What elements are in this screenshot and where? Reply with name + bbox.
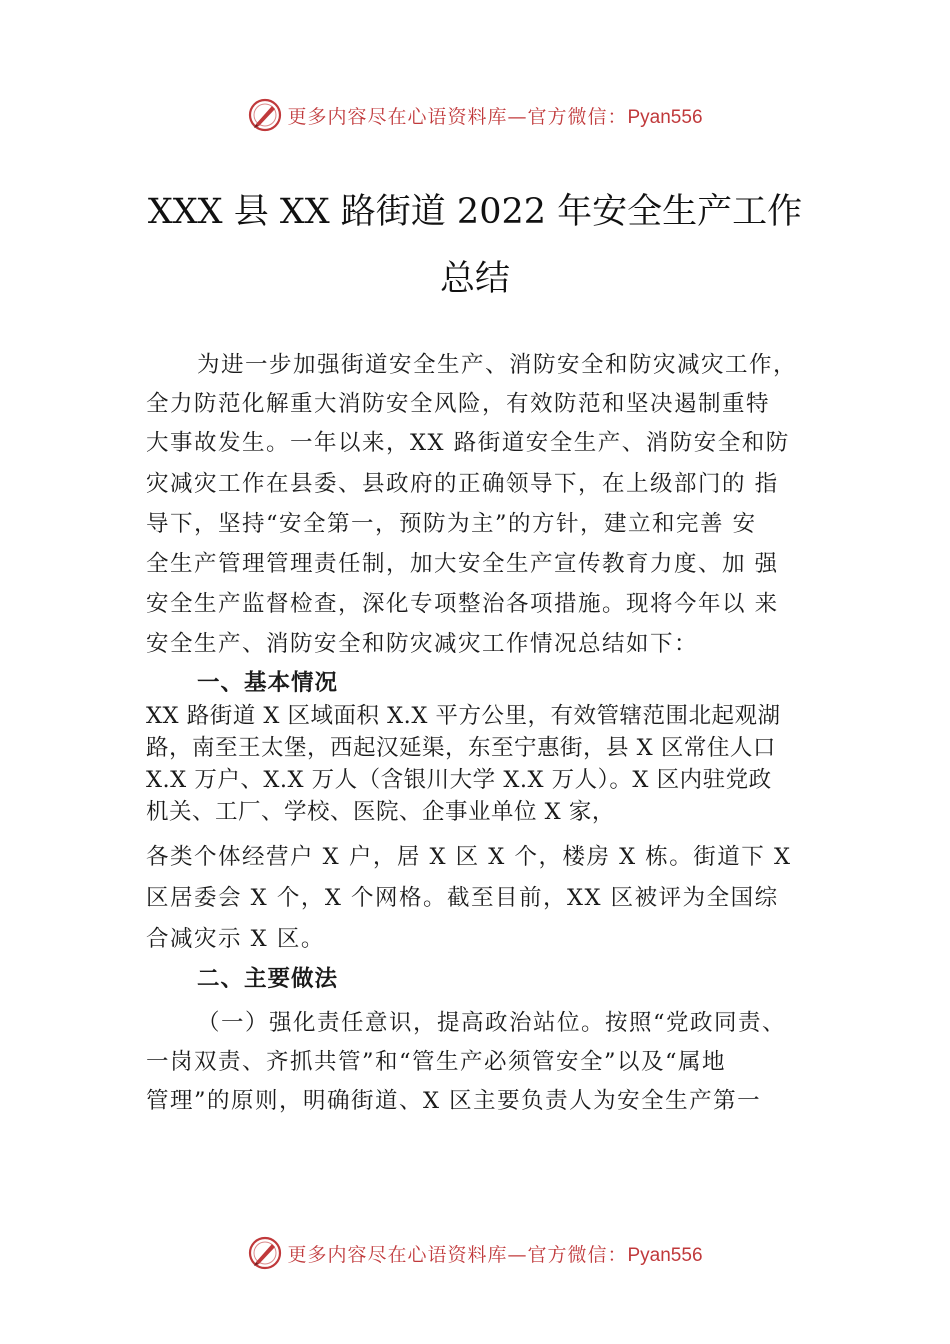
document-title-line-2: 总结 [439,259,510,299]
brush-logo-icon [247,1235,283,1271]
paragraph-line: （一）强化责任意识，提高政治站位。按照“党政同责、 [197,1010,787,1036]
paragraph-line: XX 路街道 X 区域面积 X.X 平方公里，有效管辖范围北起观湖 [146,703,781,729]
paragraph-line: 导下，坚持“安全第一，预防为主”的方针，建立和完善 安 [146,511,757,537]
paragraph-line: X.X 万户、X.X 万人（含银川大学 X.X 万人）。X 区内驻党政 [146,767,772,793]
paragraph-line: 管理”的原则，明确街道、X 区主要负责人为安全生产第一 [146,1088,762,1114]
footer-watermark [0,1233,950,1273]
paragraph-line: 全生产管理管理责任制，加大安全生产宣传教育力度、加 强 [146,551,779,577]
paragraph-line: 各类个体经营户 X 户，居 X 区 X 个，楼房 X 栋。街道下 X [146,844,792,870]
watermark-text: 更多内容尽在心语资料库—官方微信：Pyan556 [287,105,703,128]
paragraph-line: 一岗双责、齐抓共管”和“管生产必须管安全”以及“属地 [146,1049,727,1075]
section-heading: 一、基本情况 [197,670,339,696]
header-watermark [0,95,950,135]
section-heading: 二、主要做法 [197,966,339,992]
paragraph-line: 全力防范化解重大消防安全风险，有效防范和坚决遏制重特 [146,391,771,417]
paragraph-line: 区居委会 X 个，X 个网格。截至目前，XX 区被评为全国综 [146,885,779,911]
paragraph-line: 灾减灾工作在县委、县政府的正确领导下，在上级部门的 指 [146,471,779,497]
paragraph-line: 路，南至王太堡，西起汉延渠，东至宁惠街，县 X 区常住人口 [146,735,776,761]
paragraph-line: 安全生产、消防安全和防灾减灾工作情况总结如下： [146,631,699,657]
paragraph-line: 大事故发生。一年以来，XX 路街道安全生产、消防安全和防 [146,430,790,456]
document-title-line-1: XXX 县 XX 路街道 2022 年安全生产工作 [147,192,803,232]
paragraph-line: 合减灾示 X 区。 [146,926,325,952]
paragraph-line: 机关、工厂、学校、医院、企事业单位 X 家， [146,799,615,825]
brush-logo-icon [247,97,283,133]
paragraph-line: 为进一步加强街道安全生产、消防安全和防灾减灾工作， [197,352,798,378]
watermark-text: 更多内容尽在心语资料库—官方微信：Pyan556 [287,1243,703,1266]
paragraph-line: 安全生产监督检查，深化专项整治各项措施。现将今年以 来 [146,591,779,617]
